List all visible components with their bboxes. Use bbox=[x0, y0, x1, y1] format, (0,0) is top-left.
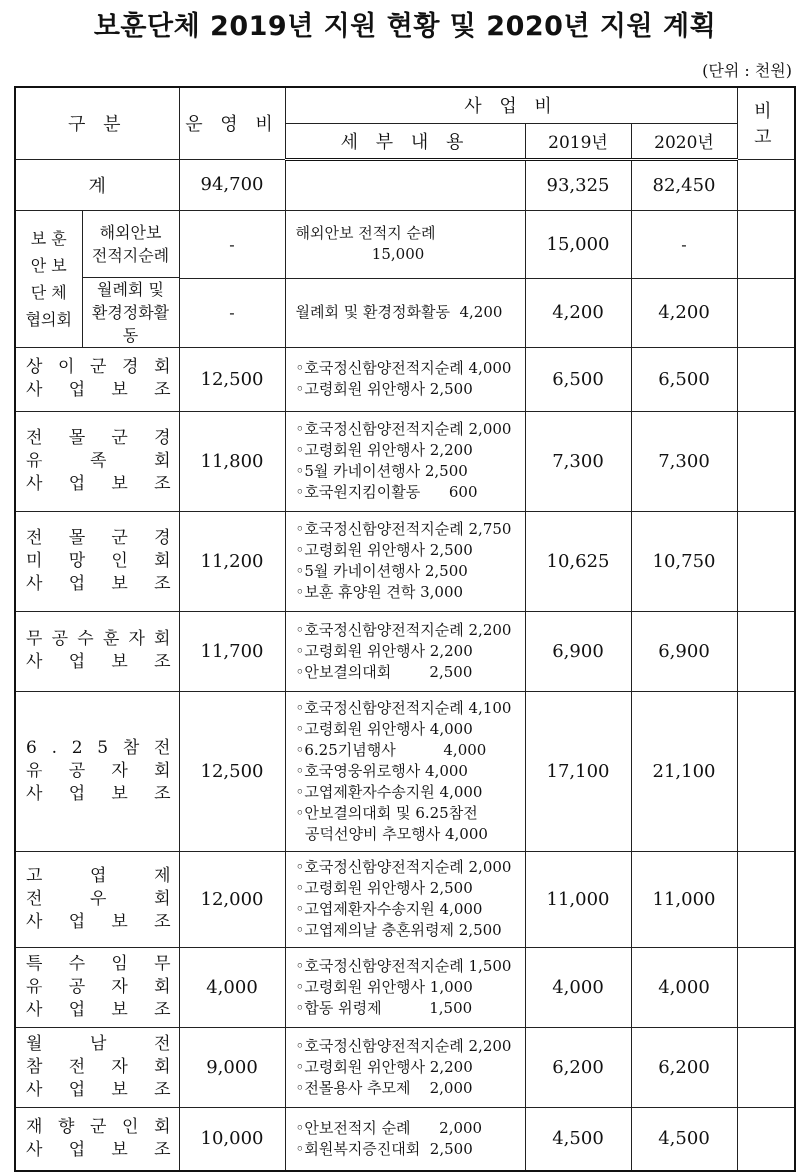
category-char: 인 bbox=[111, 550, 128, 571]
amount-2020: 4,200 bbox=[631, 279, 737, 348]
category-line bbox=[26, 573, 171, 596]
note-cell bbox=[737, 611, 795, 691]
header-2020: 2020년 bbox=[631, 123, 737, 159]
header-project: 사 업 비 bbox=[285, 87, 737, 123]
category-line bbox=[26, 651, 171, 674]
category-char: 회 bbox=[154, 450, 171, 471]
category-char: 업 bbox=[68, 999, 86, 1020]
detail-line: ◦5월 카네이션행사 2,500 bbox=[295, 462, 468, 480]
table-row bbox=[15, 611, 795, 691]
amount-2019: 10,625 bbox=[525, 511, 631, 611]
category-line bbox=[26, 999, 171, 1022]
header-note: 비 고 bbox=[737, 87, 795, 159]
total-label: 계 bbox=[15, 159, 179, 210]
detail-line: ◦전몰용사 추모제 2,000 bbox=[295, 1078, 473, 1097]
detail-cell bbox=[285, 947, 525, 1027]
category-char: 사 bbox=[26, 573, 43, 594]
category-char: 이 bbox=[58, 357, 75, 377]
category-char: 조 bbox=[154, 1139, 171, 1160]
table-row bbox=[15, 851, 795, 947]
detail-cell bbox=[285, 851, 525, 947]
category-char: 전 bbox=[26, 427, 43, 448]
detail-line: ◦고엽제환자수송지원 4,000 bbox=[295, 782, 483, 801]
category-char: 보 bbox=[111, 1079, 128, 1100]
category-char: 업 bbox=[68, 652, 86, 672]
category-cell bbox=[15, 947, 179, 1027]
operating-cost: 9,000 bbox=[179, 1027, 285, 1107]
category-line bbox=[26, 450, 171, 473]
operating-cost: 4,000 bbox=[179, 947, 285, 1027]
detail-line: ◦고령회원 위안행사 2,200 bbox=[295, 1057, 473, 1076]
category-char: 족 bbox=[90, 450, 107, 471]
detail-line: ◦보훈 휴양원 견학 3,000 bbox=[295, 583, 464, 601]
category-char: 재 bbox=[26, 1116, 43, 1137]
category-char: 자 bbox=[111, 976, 128, 997]
category-char: 조 bbox=[154, 1079, 171, 1100]
category-char: 제 bbox=[154, 865, 171, 886]
sub-category-line: 해외안보 bbox=[99, 222, 162, 242]
category-char: 업 bbox=[68, 1079, 86, 1100]
amount-2020: 6,200 bbox=[631, 1027, 737, 1107]
detail-line: ◦고령회원 위안행사 2,500 bbox=[295, 879, 473, 897]
category-char: 상 bbox=[26, 357, 43, 377]
group-line: 단 체 bbox=[30, 282, 67, 302]
operating-cost: 11,700 bbox=[179, 611, 285, 691]
category-line bbox=[26, 911, 171, 934]
category-char: 향 bbox=[58, 1116, 75, 1137]
category-char: 군 bbox=[111, 427, 128, 448]
unit-label: (단위 : 천원) bbox=[702, 61, 792, 80]
amount-2019: 4,200 bbox=[525, 279, 631, 348]
detail-cell bbox=[285, 347, 525, 411]
amount-2020: 10,750 bbox=[631, 511, 737, 611]
amount-2019: 6,200 bbox=[525, 1027, 631, 1107]
category-line bbox=[26, 1139, 171, 1162]
detail-cell bbox=[285, 1107, 525, 1171]
sub-category bbox=[82, 277, 179, 347]
detail-line: ◦고령회원 위안행사 2,500 bbox=[295, 380, 473, 398]
category-char: 업 bbox=[68, 1139, 86, 1160]
detail-line: ◦호국정신함양전적지순례 2,000 bbox=[295, 420, 512, 438]
category-char: 업 bbox=[68, 783, 86, 804]
detail-cell bbox=[285, 611, 525, 691]
detail-line: ◦호국영웅위로행사 4,000 bbox=[295, 761, 468, 780]
detail-line: ◦안보전적지 순례 2,000 bbox=[295, 1118, 483, 1137]
category-line bbox=[26, 527, 171, 550]
category-char: 6 bbox=[26, 737, 37, 758]
category-char: 사 bbox=[26, 911, 43, 932]
group-line: 보 훈 bbox=[30, 228, 67, 248]
category-line bbox=[26, 473, 171, 496]
category-line bbox=[26, 888, 171, 911]
category-cell bbox=[15, 611, 179, 691]
amount-2020: 6,900 bbox=[631, 611, 737, 691]
note-cell bbox=[737, 851, 795, 947]
category-cell bbox=[15, 691, 179, 851]
amount-2019: 4,500 bbox=[525, 1107, 631, 1171]
category-line bbox=[26, 760, 171, 783]
detail-line: ◦호국정신함양전적지순례 4,100 bbox=[295, 698, 512, 717]
operating-cost: 12,000 bbox=[179, 851, 285, 947]
category-char: 5 bbox=[97, 737, 109, 758]
detail-cell bbox=[285, 511, 525, 611]
category-char: 자 bbox=[111, 760, 128, 781]
category-char: 사 bbox=[26, 1079, 43, 1100]
category-char: . bbox=[51, 737, 57, 758]
category-char: 공 bbox=[68, 760, 86, 781]
detail-line: ◦회원복지증진대회 2,500 bbox=[295, 1139, 473, 1158]
total-detail bbox=[285, 159, 525, 210]
category-line bbox=[26, 550, 171, 573]
detail-line: ◦고엽제환자수송지원 4,000 bbox=[295, 900, 483, 918]
category-char: 보 bbox=[111, 380, 128, 400]
operating-cost: 11,800 bbox=[179, 411, 285, 511]
header-operating: 운 영 비 bbox=[179, 87, 285, 159]
amount-2019: 15,000 bbox=[525, 210, 631, 279]
detail-line: ◦호국정신함양전적지순례 2,750 bbox=[295, 520, 512, 538]
table-row bbox=[15, 511, 795, 611]
header-detail: 세 부 내 용 bbox=[285, 123, 525, 159]
category-line bbox=[26, 953, 171, 976]
category-char: 참 bbox=[26, 1056, 43, 1077]
category-cell bbox=[15, 1027, 179, 1107]
category-char: 업 bbox=[68, 911, 86, 932]
sub-category-line: 전적지순례 bbox=[91, 245, 170, 265]
total-2020: 82,450 bbox=[631, 159, 737, 210]
group-line: 안 보 bbox=[30, 255, 67, 275]
category-char: 조 bbox=[154, 573, 171, 594]
category-line bbox=[26, 737, 171, 760]
detail-line: ◦합동 위령제 1,500 bbox=[295, 998, 473, 1017]
category-char: 조 bbox=[154, 380, 171, 400]
detail-cell bbox=[285, 691, 525, 851]
total-operating: 94,700 bbox=[179, 159, 285, 210]
category-char: 회 bbox=[154, 1056, 171, 1077]
detail-line: ◦안보결의대회 및 6.25참전 bbox=[295, 803, 478, 822]
detail-cell bbox=[285, 411, 525, 511]
amount-2020: 4,000 bbox=[631, 947, 737, 1027]
detail-cell bbox=[285, 1027, 525, 1107]
category-char: 업 bbox=[68, 473, 86, 494]
category-char: 몰 bbox=[68, 527, 86, 548]
category-char: 월 bbox=[26, 1033, 43, 1054]
category-char: 무 bbox=[154, 953, 171, 974]
category-char: 공 bbox=[51, 629, 69, 649]
amount-2019: 11,000 bbox=[525, 851, 631, 947]
category-char: 고 bbox=[26, 865, 43, 886]
category-char: 공 bbox=[68, 976, 86, 997]
operating-cost: - bbox=[179, 279, 285, 348]
amount-2020: 21,100 bbox=[631, 691, 737, 851]
category-char: 회 bbox=[154, 1116, 171, 1137]
category-char: 전 bbox=[26, 527, 43, 548]
category-line bbox=[26, 865, 171, 888]
note-cell bbox=[737, 347, 795, 411]
category-char: 유 bbox=[26, 976, 43, 997]
page-title: 보훈단체 2019년 지원 현황 및 2020년 지원 계획 bbox=[93, 11, 717, 42]
total-2019: 93,325 bbox=[525, 159, 631, 210]
support-table bbox=[14, 86, 796, 1172]
category-char: 보 bbox=[111, 573, 128, 594]
amount-2020: 7,300 bbox=[631, 411, 737, 511]
header-2019: 2019년 bbox=[525, 123, 631, 159]
category-char: 전 bbox=[26, 888, 43, 909]
detail-line: ◦호국정신함양전적지순례 2,200 bbox=[295, 1036, 512, 1055]
category-char: 회 bbox=[154, 550, 171, 571]
category-char: 2 bbox=[71, 737, 83, 758]
category-char: 회 bbox=[154, 976, 171, 997]
category-char: 망 bbox=[68, 550, 86, 571]
category-char: 경 bbox=[154, 527, 171, 548]
category-char: 훈 bbox=[102, 629, 120, 649]
detail-line: ◦호국정신함양전적지순례 4,000 bbox=[295, 359, 512, 377]
operating-cost: 12,500 bbox=[179, 347, 285, 411]
note-cell bbox=[737, 279, 795, 348]
category-char: 임 bbox=[111, 953, 128, 974]
category-line bbox=[26, 976, 171, 999]
category-line bbox=[26, 1033, 171, 1056]
note-cell bbox=[737, 691, 795, 851]
detail-line: 15,000 bbox=[295, 245, 425, 264]
category-char: 보 bbox=[111, 783, 128, 804]
total-row bbox=[15, 159, 795, 210]
detail-line: ◦고령회원 위안행사 2,200 bbox=[295, 641, 473, 660]
amount-2020: - bbox=[631, 210, 737, 279]
detail-line: ◦6.25기념행사 4,000 bbox=[295, 740, 487, 759]
detail-line: ◦호국원지킴이활동 600 bbox=[295, 483, 478, 501]
table-row bbox=[15, 411, 795, 511]
table-row bbox=[15, 347, 795, 411]
category-char: 보 bbox=[111, 999, 128, 1020]
category-char: 조 bbox=[154, 652, 171, 672]
category-char: 회 bbox=[154, 357, 171, 377]
detail-line: 공덕선양비 추모행사 4,000 bbox=[295, 824, 488, 843]
category-line bbox=[26, 1116, 171, 1139]
category-char: 회 bbox=[154, 629, 171, 649]
category-char: 인 bbox=[122, 1116, 139, 1137]
category-char: 사 bbox=[26, 1139, 43, 1160]
amount-2019: 4,000 bbox=[525, 947, 631, 1027]
detail-line: ◦호국정신함양전적지순례 1,500 bbox=[295, 956, 512, 975]
operating-cost: 12,500 bbox=[179, 691, 285, 851]
table-row bbox=[15, 691, 795, 851]
category-char: 조 bbox=[154, 783, 171, 804]
category-char: 미 bbox=[26, 550, 43, 571]
category-line bbox=[26, 628, 171, 651]
detail-line: ◦고령회원 위안행사 2,500 bbox=[295, 541, 473, 559]
amount-2019: 6,500 bbox=[525, 347, 631, 411]
category-char: 전 bbox=[154, 737, 171, 758]
detail-line: ◦호국정신함양전적지순례 2,000 bbox=[295, 858, 512, 876]
category-cell bbox=[15, 411, 179, 511]
category-char: 군 bbox=[111, 527, 128, 548]
category-subtable bbox=[16, 211, 179, 347]
category-char: 업 bbox=[68, 380, 86, 400]
category-char: 조 bbox=[154, 911, 171, 932]
category-char: 유 bbox=[26, 760, 43, 781]
category-char: 사 bbox=[26, 473, 43, 494]
detail-line: ◦고령회원 위안행사 4,000 bbox=[295, 719, 473, 738]
category-char: 무 bbox=[26, 629, 43, 649]
category-char: 몰 bbox=[68, 427, 86, 448]
category-char: 특 bbox=[26, 953, 43, 974]
group-label bbox=[16, 211, 82, 347]
detail-line: ◦안보결의대회 2,500 bbox=[295, 662, 473, 681]
category-cell bbox=[15, 511, 179, 611]
category-char: 경 bbox=[154, 427, 171, 448]
detail-line: 해외안보 전적지 순례 bbox=[295, 224, 436, 243]
category-cell bbox=[15, 347, 179, 411]
category-char: 자 bbox=[128, 629, 145, 649]
category-char: 보 bbox=[111, 911, 128, 932]
detail-cell bbox=[285, 279, 525, 348]
note-cell bbox=[737, 1027, 795, 1107]
category-char: 군 bbox=[90, 357, 107, 377]
category-char: 사 bbox=[26, 380, 43, 400]
category-char: 자 bbox=[111, 1056, 128, 1077]
category-char: 경 bbox=[122, 357, 139, 377]
detail-line: ◦고엽제의날 충혼위령제 2,500 bbox=[295, 921, 502, 939]
table-row bbox=[15, 1107, 795, 1171]
category-char: 참 bbox=[122, 737, 140, 758]
category-char: 조 bbox=[154, 473, 171, 494]
category-char: 사 bbox=[26, 652, 43, 672]
category-line bbox=[26, 427, 171, 450]
category-char: 엽 bbox=[90, 865, 107, 886]
category-line bbox=[26, 1079, 171, 1102]
table-row bbox=[15, 1027, 795, 1107]
detail-line: 월례회 및 환경정화활동 4,200 bbox=[295, 303, 503, 322]
detail-line: ◦호국정신함양전적지순례 2,200 bbox=[295, 620, 512, 639]
category-char: 전 bbox=[68, 1056, 86, 1077]
amount-2020: 4,500 bbox=[631, 1107, 737, 1171]
category-char: 우 bbox=[90, 888, 107, 909]
category-char: 보 bbox=[111, 652, 128, 672]
operating-cost: - bbox=[179, 210, 285, 279]
detail-line: ◦5월 카네이션행사 2,500 bbox=[295, 562, 468, 580]
category-char: 업 bbox=[68, 573, 86, 594]
category-char: 군 bbox=[90, 1116, 107, 1137]
category-cell bbox=[15, 851, 179, 947]
category-line bbox=[26, 356, 171, 379]
sub-category bbox=[82, 211, 179, 278]
amount-2020: 6,500 bbox=[631, 347, 737, 411]
note-cell bbox=[737, 1107, 795, 1171]
detail-line: ◦고령회원 위안행사 2,200 bbox=[295, 441, 473, 459]
table-row bbox=[15, 947, 795, 1027]
amount-2020: 11,000 bbox=[631, 851, 737, 947]
category-char: 사 bbox=[26, 783, 43, 804]
category-line bbox=[26, 1056, 171, 1079]
amount-2019: 6,900 bbox=[525, 611, 631, 691]
category-cell bbox=[15, 1107, 179, 1171]
table-row bbox=[15, 210, 795, 279]
category-char: 사 bbox=[26, 999, 43, 1020]
total-note bbox=[737, 159, 795, 210]
amount-2019: 7,300 bbox=[525, 411, 631, 511]
amount-2019: 17,100 bbox=[525, 691, 631, 851]
category-char: 회 bbox=[154, 888, 171, 909]
category-char: 보 bbox=[111, 473, 128, 494]
note-cell bbox=[737, 411, 795, 511]
group-line: 협의회 bbox=[25, 309, 72, 329]
category-char: 유 bbox=[26, 450, 43, 471]
category-char: 수 bbox=[68, 953, 86, 974]
detail-line: ◦고령회원 위안행사 1,000 bbox=[295, 977, 473, 996]
sub-category-line: 환경정화활동 bbox=[91, 302, 170, 345]
detail-cell bbox=[285, 210, 525, 279]
category-char: 남 bbox=[90, 1033, 107, 1054]
category-char: 회 bbox=[154, 760, 171, 781]
note-cell bbox=[737, 210, 795, 279]
category-char: 보 bbox=[111, 1139, 128, 1160]
category-char: 조 bbox=[154, 999, 171, 1020]
category-cell bbox=[15, 210, 179, 347]
header-category: 구 분 bbox=[15, 87, 179, 159]
category-char: 전 bbox=[154, 1033, 171, 1054]
operating-cost: 10,000 bbox=[179, 1107, 285, 1171]
operating-cost: 11,200 bbox=[179, 511, 285, 611]
category-char: 수 bbox=[77, 629, 94, 649]
note-cell bbox=[737, 947, 795, 1027]
category-line bbox=[26, 783, 171, 806]
sub-category-line: 월례회 및 bbox=[97, 279, 164, 299]
note-cell bbox=[737, 511, 795, 611]
category-line bbox=[26, 379, 171, 402]
